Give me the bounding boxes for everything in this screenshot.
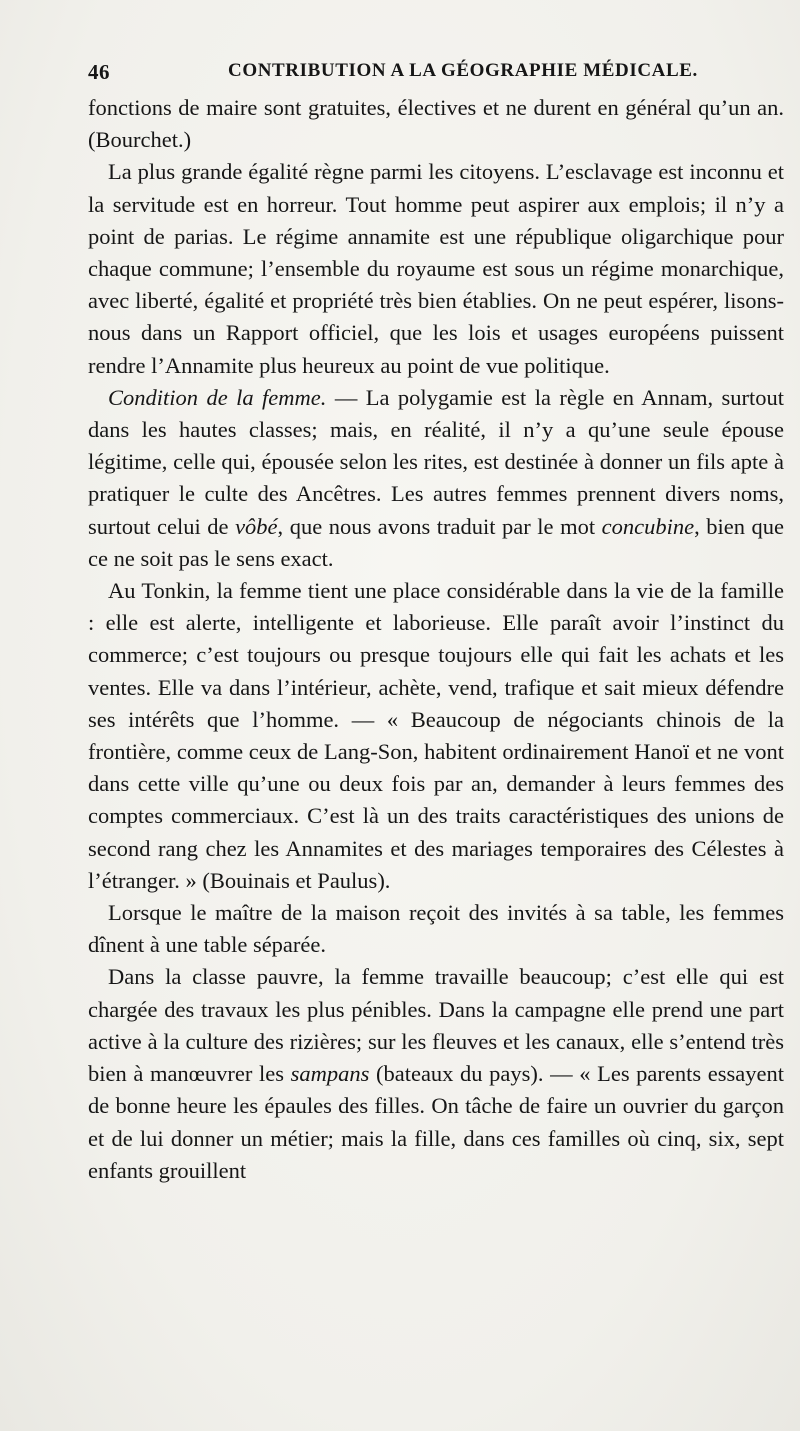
page-header — [88, 58, 784, 86]
paragraph-dining: Lorsque le maître de la maison reçoit des invités à sa table, les femmes dînent à une table séparée. — [88, 900, 784, 958]
text-span: , que nous avons traduit par le mot — [277, 513, 602, 539]
body-text — [88, 92, 784, 1187]
text-span: Dans la classe pauvre, la femme travaille beaucoup; c’est elle qui est chargée des travaux les plus pénibles. Dans la campagne elle prend une part active à la culture des rizières; sur les fleuves et les canaux, elle s’entend très bien à manœuvrer les — [88, 964, 784, 1087]
paragraph-condition-of-women — [88, 382, 784, 575]
text-span: (bateaux du pays). — « Les parents essayent de bonne heure les épaules des filles. On tâche de faire un ouvrier du garçon et de lui donner un métier; mais la fille, dans ces familles où cinq, six, sept enfants grouillent — [88, 1061, 784, 1183]
paragraph-poor-class — [88, 961, 784, 1186]
term-sampans: sampans — [290, 1061, 370, 1087]
page-number: 46 — [88, 60, 110, 84]
text-span: — La polygamie est la règle en Annam, surtout dans les hautes classes; mais, en réalité, il n’y a qu’une seule épouse légitime, celle qui, épousée selon les rites, est destinée à donner un fils apte à pratiquer le culte des Ancêtres. Les autres femmes prennent divers noms, surtout celui de — [88, 384, 784, 539]
paragraph-continuation: fonctions de maire sont gratuites, électives et ne durent en général qu’un an. (Bourchet.) — [88, 95, 784, 153]
paragraph-equality: La plus grande égalité règne parmi les citoyens. L’esclavage est inconnu et la servitude est en horreur. Tout homme peut aspirer aux emplois; il n’y a point de parias. Le régime annamite est une république oligarchique pour chaque commune; l’ensemble du royaume est sous un régime monarchique, avec liberté, égalité et propriété très bien établies. On ne peut espérer, lisons-nous dans un Rapport officiel, que les lois et usages européens puissent rendre l’Annamite plus heureux au point de vue politique. — [88, 159, 784, 378]
running-title: CONTRIBUTION A LA GÉOGRAPHIE MÉDICALE. — [228, 60, 698, 81]
text-span: , bien que ce ne soit pas le sens exact. — [88, 513, 784, 571]
term-vobe: vôbé — [235, 513, 278, 539]
term-concubine: concubine — [601, 513, 695, 539]
paragraph-tonkin: Au Tonkin, la femme tient une place considérable dans la vie de la famille : elle est alerte, intelligente et laborieuse. Elle paraît avoir l’instinct du commerce; c’est toujours ou presque toujours elle qui fait les achats et les ventes. Elle va dans l’intérieur, achète, vend, trafique et sait mieux défendre ses intérêts que l’homme. — « Beaucoup de négociants chinois de la frontière, comme ceux de Lang-Son, habitent ordinairement Hanoï et ne vont dans cette ville qu’une ou deux fois par an, demander à leurs femmes des comptes commerciaux. C’est là un des traits caractéristiques des unions de second rang chez les Annamites et des mariages temporaires des Célestes à l’étranger. » (Bouinais et Paulus). — [88, 578, 784, 893]
section-heading: Condition de la femme. — [108, 384, 327, 410]
